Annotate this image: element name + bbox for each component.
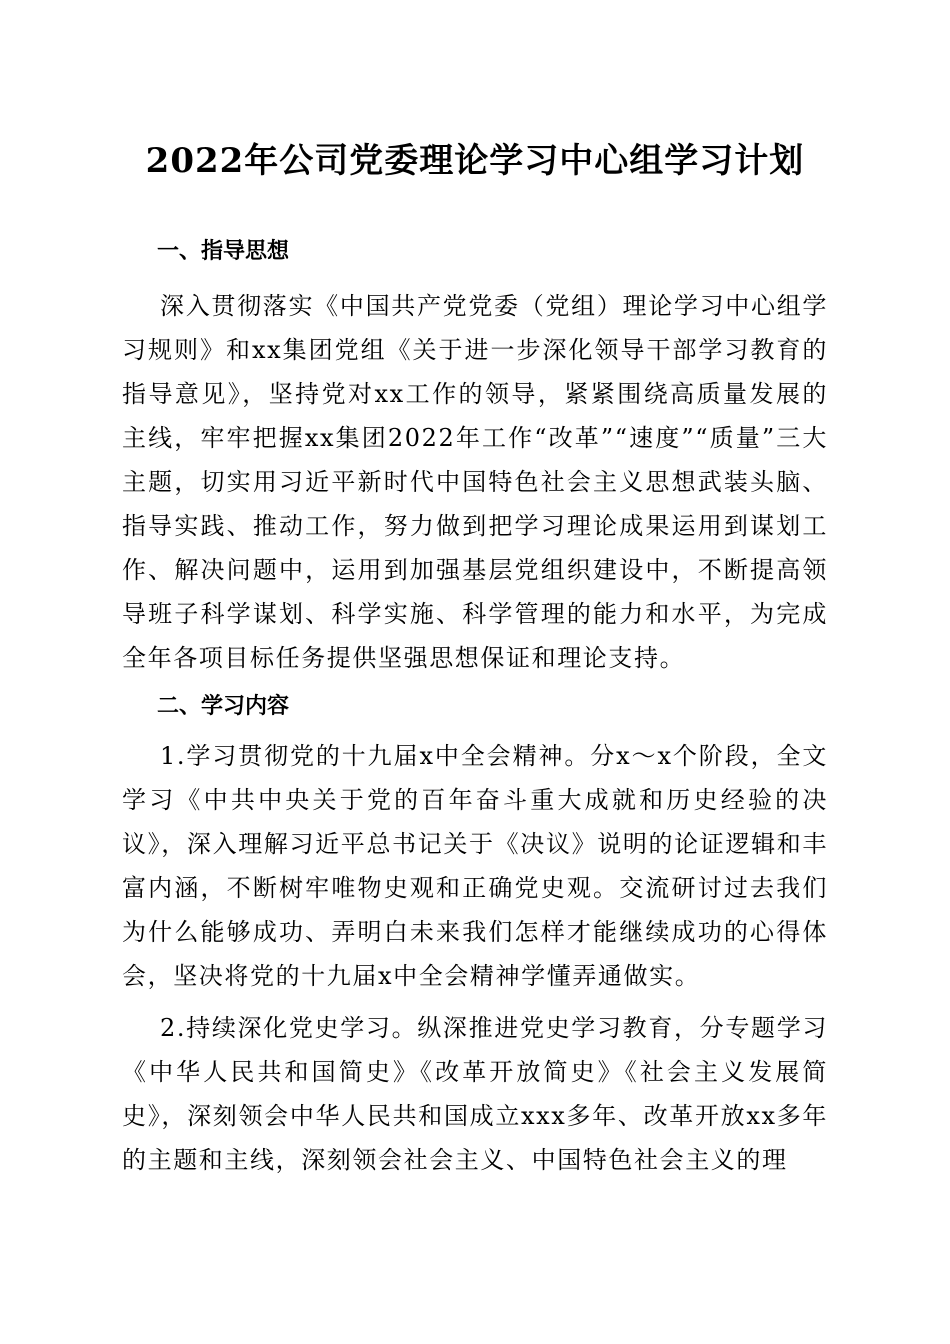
body-paragraph: 2.持续深化党史学习。纵深推进党史学习教育，分专题学习《中华人民共和国简史》《改革开放简史》《社会主义发展简史》，深刻领会中华人民共和国成立xxx多年、改革开放xx多年的主题和主线，深刻领会社会主义、中国特色社会主义的理 — [122, 1014, 828, 1174]
document-body — [122, 230, 828, 1182]
section-heading: 一、指导思想 — [157, 239, 290, 264]
section-heading: 二、学习内容 — [157, 694, 290, 719]
body-paragraph: 深入贯彻落实《中国共产党党委（党组）理论学习中心组学习规则》和xx集团党组《关于进一步深化领导干部学习教育的指导意见》，坚持党对xx工作的领导，紧紧围绕高质量发展的主线，牢牢把握xx集团2022年工作“改革”“速度”“质量”三大主题，切实用习近平新时代中国特色社会主义思想武装头脑、指导实践、推动工作，努力做到把学习理论成果运用到谋划工作、解决问题中，运用到加强基层党组织建设中，不断提高领导班子科学谋划、科学实施、科学管理的能力和水平，为完成全年各项目标任务提供坚强思想保证和理论支持。 — [122, 292, 828, 672]
body-paragraph: 1.学习贯彻党的十九届x中全会精神。分x～x个阶段，全文学习《中共中央关于党的百年奋斗重大成就和历史经验的决议》，深入理解习近平总书记关于《决议》说明的论证逻辑和丰富内涵，不断树牢唯物史观和正确党史观。交流研讨过去我们为什么能够成功、弄明白未来我们怎样才能继续成功的心得体会，坚决将党的十九届x中全会精神学懂弄通做实。 — [122, 742, 828, 990]
document-title: 2022年公司党委理论学习中心组学习计划 — [145, 141, 805, 181]
